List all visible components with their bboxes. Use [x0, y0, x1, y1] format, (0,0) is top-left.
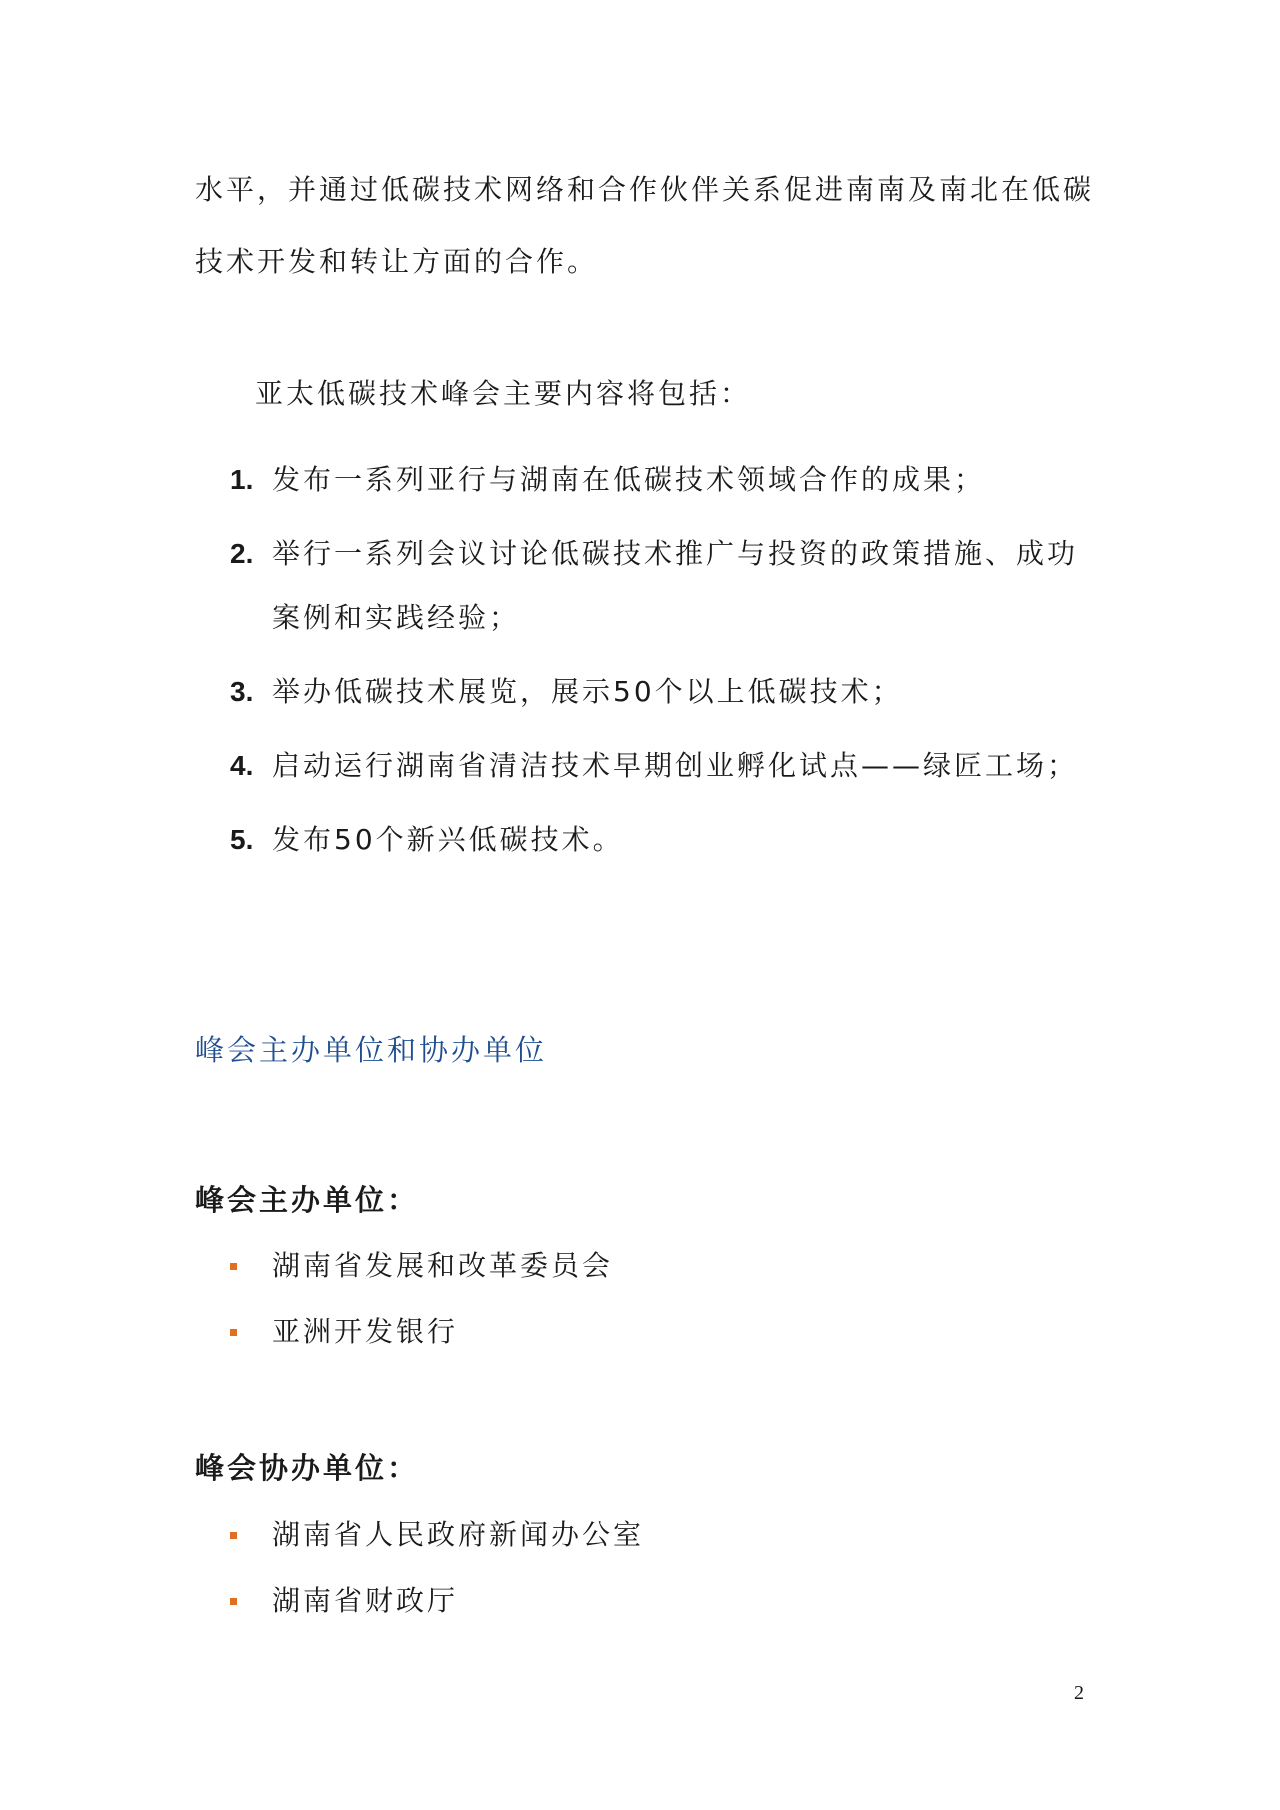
organizers-heading: 峰会主办单位：	[195, 1183, 420, 1217]
list-item-text: 举行一系列会议讨论低碳技术推广与投资的政策措施、成功案例和实践经验；	[272, 537, 1079, 634]
list-item-number: 1.	[230, 464, 254, 495]
co-organizers-heading: 峰会协办单位：	[195, 1451, 420, 1485]
bullet-icon	[230, 1532, 237, 1539]
page-number: 2	[1074, 1682, 1084, 1704]
list-item-text: 发布50个新兴低碳技术。	[272, 823, 624, 856]
bullet-icon	[230, 1598, 237, 1605]
list-item	[230, 660, 1100, 724]
list-item-text: 启动运行湖南省清洁技术早期创业孵化试点——绿匠工场；	[272, 749, 1079, 782]
section-heading: 峰会主办单位和协办单位	[195, 1033, 548, 1067]
organizers-list	[230, 1244, 1030, 1376]
list-item-text: 举办低碳技术展览，展示50个以上低碳技术；	[272, 675, 903, 708]
list-item	[230, 1310, 1030, 1354]
bullet-icon	[230, 1329, 237, 1336]
body-paragraph: 水平，并通过低碳技术网络和合作伙伴关系促进南南及南北在低碳技术开发和转让方面的合作。	[195, 173, 1095, 278]
list-item	[230, 1579, 1030, 1623]
organizer-name: 湖南省发展和改革委员会	[272, 1249, 614, 1282]
co-organizer-name: 湖南省人民政府新闻办公室	[272, 1518, 645, 1551]
list-item	[230, 808, 1100, 872]
list-item	[230, 1244, 1030, 1288]
organizer-name: 亚洲开发银行	[272, 1315, 459, 1348]
list-item	[230, 734, 1100, 798]
co-organizers-list	[230, 1513, 1030, 1645]
list-item	[230, 448, 1100, 512]
content-list	[230, 448, 1100, 882]
content-intro: 亚太低碳技术峰会主要内容将包括：	[255, 377, 752, 410]
list-item-number: 4.	[230, 750, 254, 781]
list-item-number: 3.	[230, 676, 254, 707]
bullet-icon	[230, 1263, 237, 1270]
list-item-text: 发布一系列亚行与湖南在低碳技术领域合作的成果；	[272, 463, 986, 496]
list-item-number: 2.	[230, 538, 254, 569]
list-item-number: 5.	[230, 824, 254, 855]
list-item	[230, 522, 1100, 650]
co-organizer-name: 湖南省财政厅	[272, 1584, 459, 1617]
list-item	[230, 1513, 1030, 1557]
